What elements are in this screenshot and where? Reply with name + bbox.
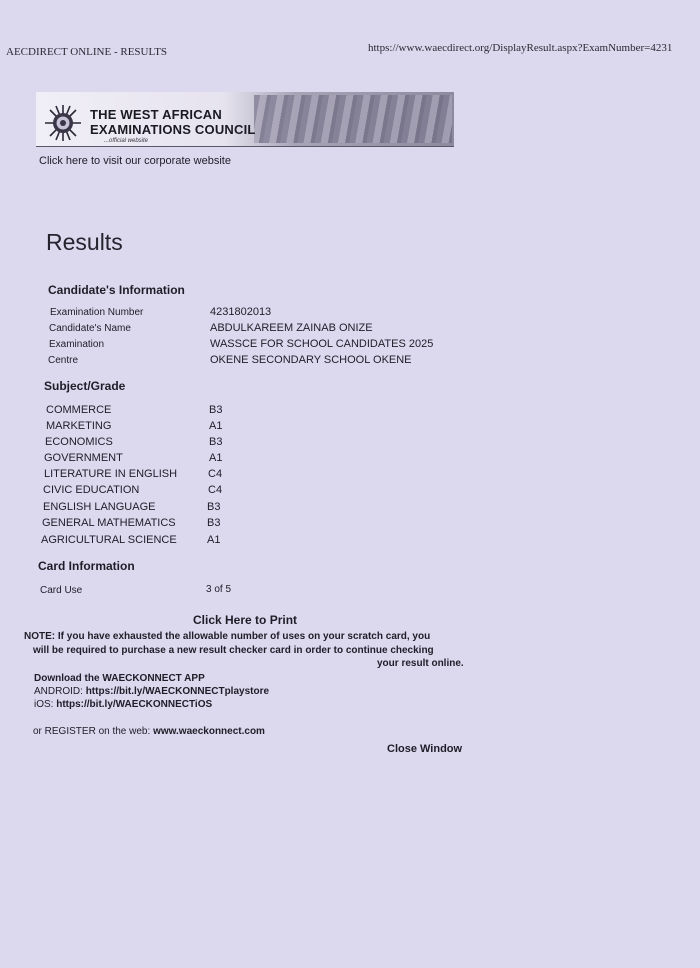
note-text-1: If you have exhausted the allowable number of uses on your scratch card, you [57,631,431,642]
subject-grade: A1 [209,420,223,432]
centre-value: OKENE SECONDARY SCHOOL OKENE [210,354,412,366]
subject-grade: B3 [207,517,221,529]
print-link[interactable]: Click Here to Print [193,613,298,627]
subject-grade: A1 [207,534,221,546]
note-text-3: your result online. [377,658,464,669]
subject-name: COMMERCE [46,404,112,416]
subject-grade: B3 [209,436,223,448]
subject-grade: B3 [209,404,223,416]
banner-org-line2: EXAMINATIONS COUNCIL [90,122,256,137]
subject-grade: C4 [208,484,223,496]
subject-name: MARKETING [46,420,112,432]
print-page-title: AECDIRECT ONLINE - RESULTS [6,46,168,58]
subject-name: AGRICULTURAL SCIENCE [41,534,177,546]
waec-crest-icon [42,103,84,143]
app-download-title: Download the WAECKONNECT APP [34,673,205,684]
card-use-label: Card Use [40,585,83,596]
subject-grade: A1 [209,452,223,464]
candidate-name-value: ABDULKAREEM ZAINAB ONIZE [210,322,373,334]
ios-label: iOS: [34,699,54,710]
note-text-2: will be required to purchase a new result checker card in order to continue checking [33,645,434,656]
banner-photo [254,95,452,143]
subject-name: CIVIC EDUCATION [43,484,140,496]
subject-name: ENGLISH LANGUAGE [43,501,156,513]
subject-grade-heading: Subject/Grade [44,379,126,393]
centre-label: Centre [48,355,79,366]
banner-org-line1: THE WEST AFRICAN [90,107,222,122]
card-use-value: 3 of 5 [206,584,232,595]
ios-app-link[interactable]: https://bit.ly/WAECKONNECTiOS [56,699,213,710]
print-page-url: https://www.waecdirect.org/DisplayResult.aspx?ExamNumber=4231 [368,42,673,54]
corporate-website-link[interactable]: Click here to visit our corporate website [39,155,231,167]
register-line [33,726,265,737]
examination-value: WASSCE FOR SCHOOL CANDIDATES 2025 [210,338,434,350]
close-window-link[interactable]: Close Window [387,743,463,755]
candidate-info-heading: Candidate's Information [48,283,185,297]
exam-number-label: Examination Number [50,307,144,318]
subject-name: LITERATURE IN ENGLISH [44,468,178,480]
subject-name: ECONOMICS [45,436,113,448]
android-line [34,686,269,697]
candidate-name-label: Candidate's Name [49,323,131,334]
note-label: NOTE: [24,631,56,642]
page-title: Results [46,229,123,255]
register-label: or REGISTER on the web: [33,726,151,737]
banner-divider [36,146,454,147]
subject-name: GOVERNMENT [44,452,123,464]
subject-name: GENERAL MATHEMATICS [42,517,176,529]
banner-tagline: ...official website [104,138,149,144]
ios-line [34,699,212,710]
subject-grade: C4 [208,468,223,480]
exam-number-value: 4231802013 [210,306,272,318]
note-line1 [24,631,430,642]
subject-grade: B3 [207,501,221,513]
android-label: ANDROID: [34,686,83,697]
register-link[interactable]: www.waeckonnect.com [153,726,265,737]
card-info-heading: Card Information [38,559,135,573]
android-app-link[interactable]: https://bit.ly/WAECKONNECTplaystore [85,686,270,697]
examination-label: Examination [49,339,105,350]
